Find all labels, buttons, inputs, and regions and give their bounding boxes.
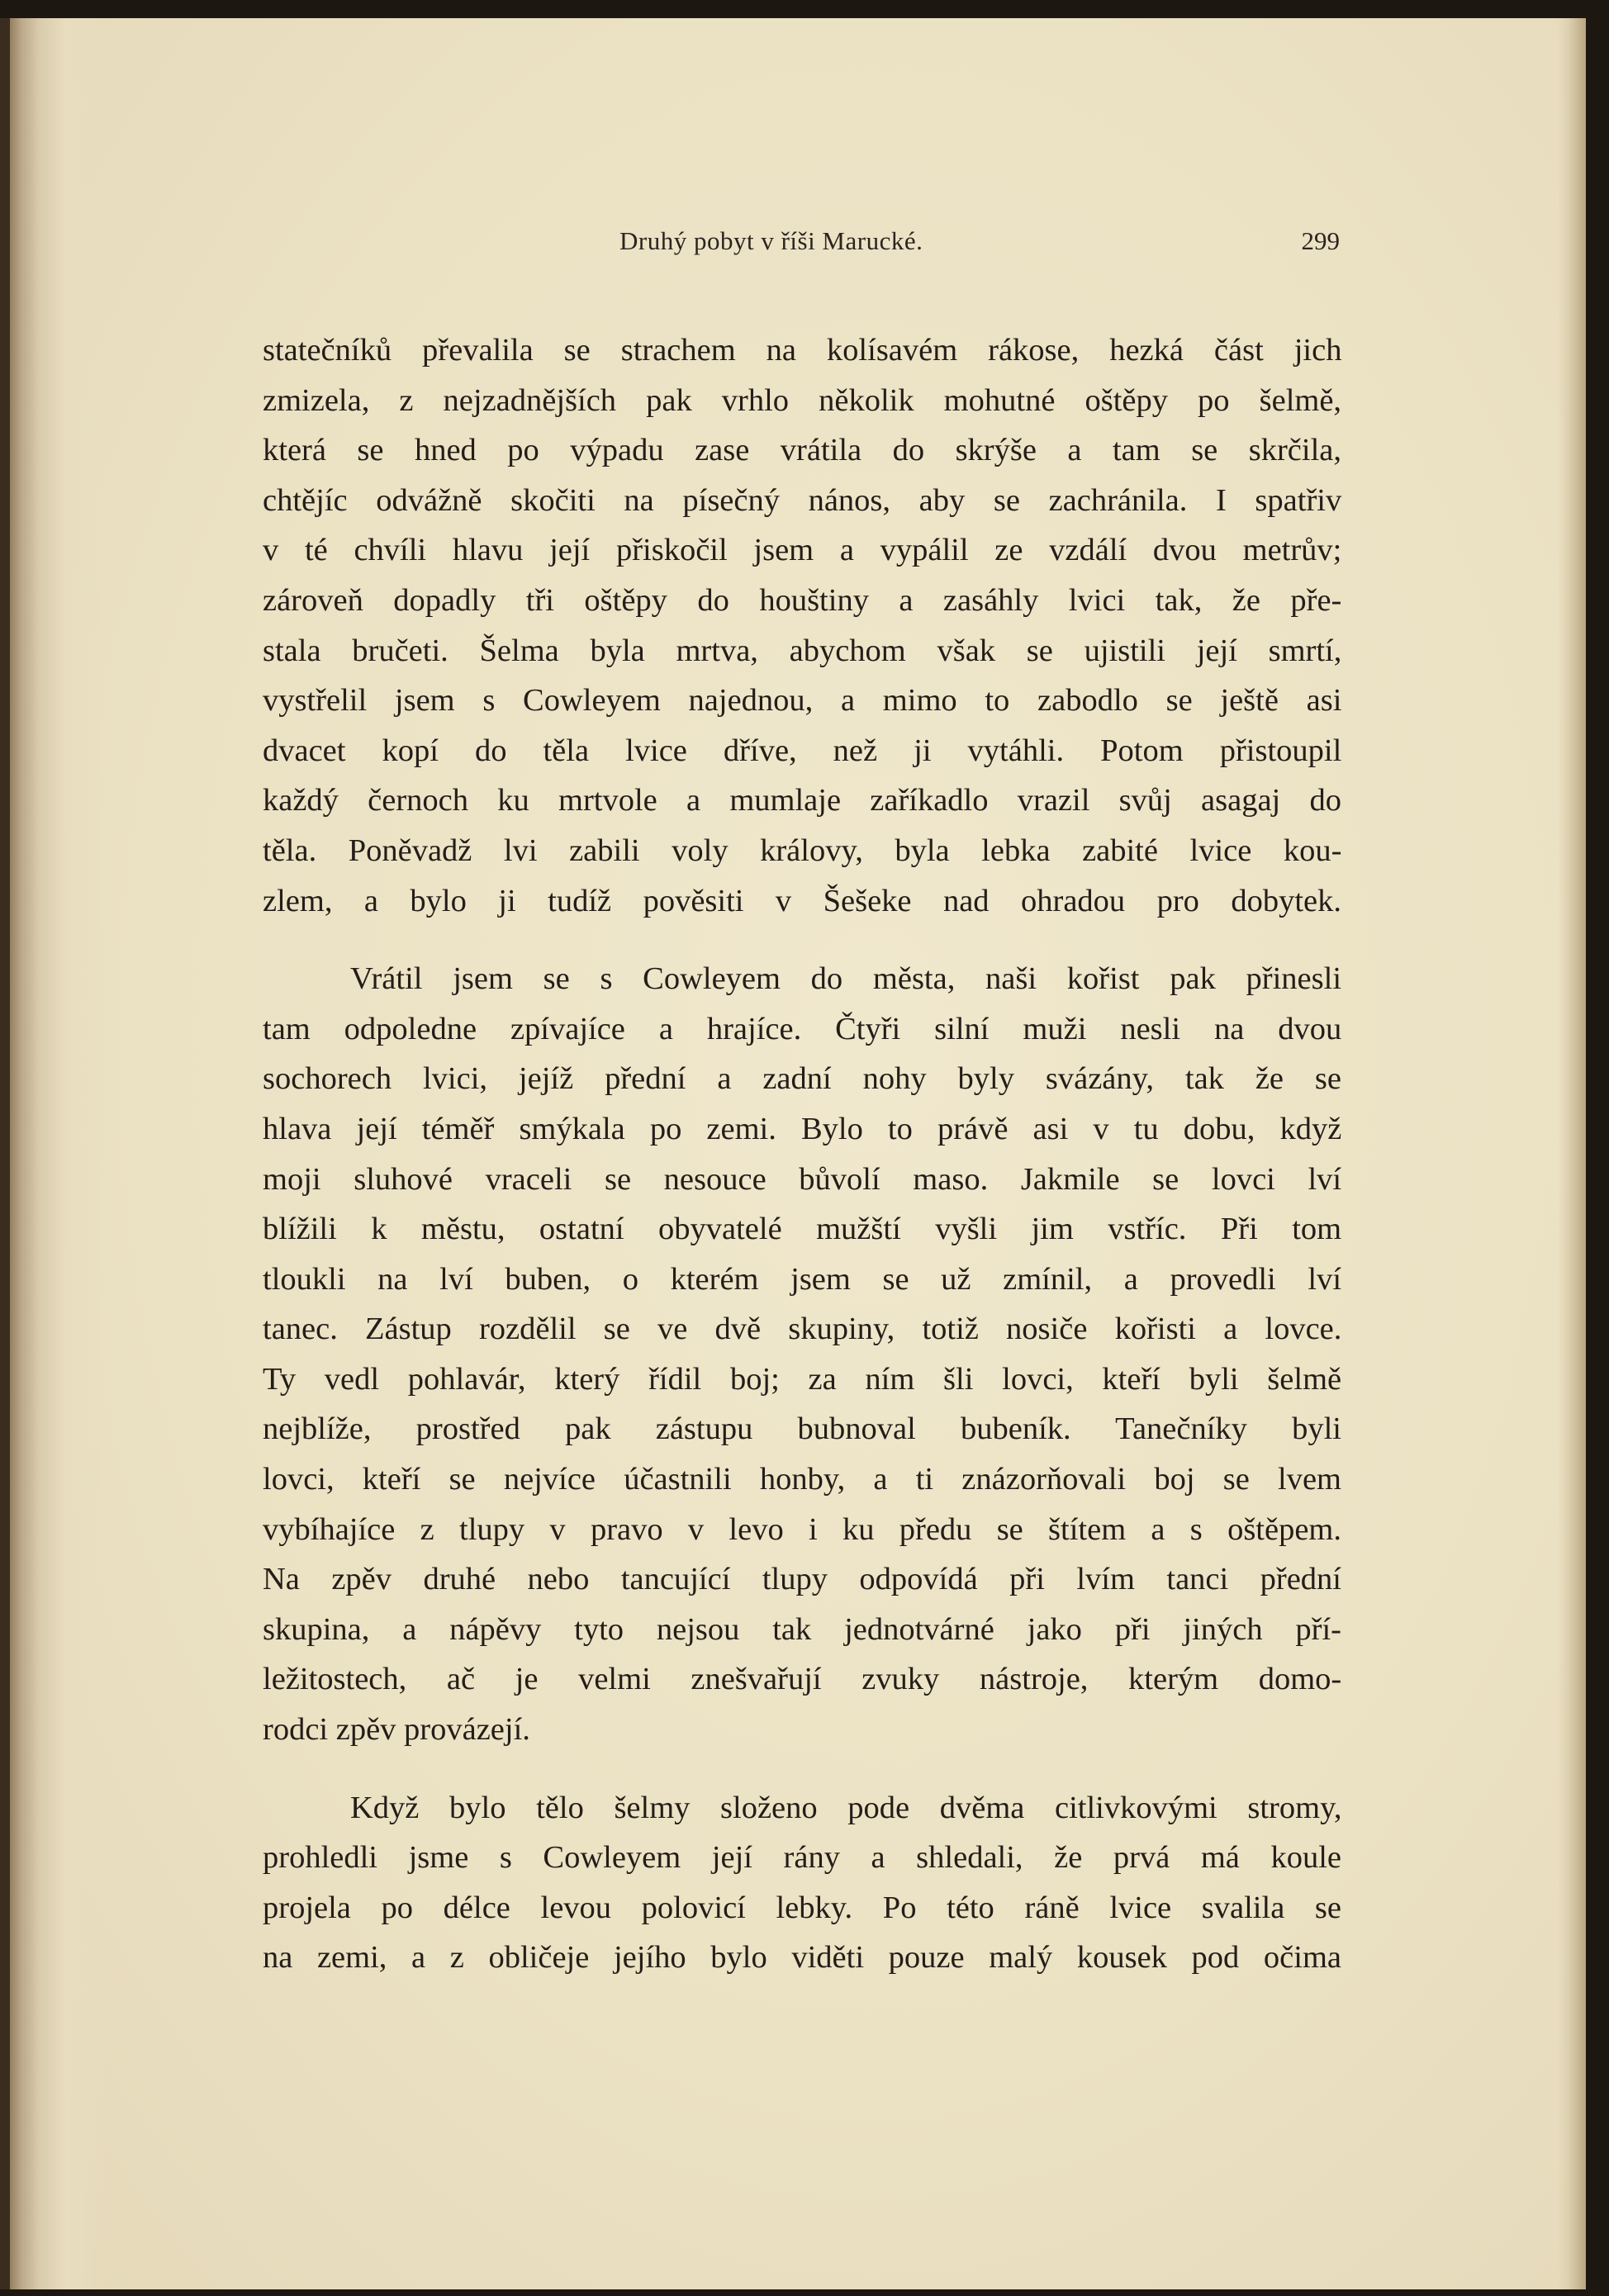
body-text <box>263 325 1341 1983</box>
text-line: statečníků převalila se strachem na kolísavém rákose, hezká část jich <box>263 333 1342 368</box>
text-line: chtějíc odvážně skočiti na písečný nános, aby se zachránila. I spatřiv <box>263 482 1342 518</box>
text-line: dvacet kopí do těla lvice dříve, než ji vytáhli. Potom přistoupil <box>263 733 1342 768</box>
text-line: která se hned po výpadu zase vrátila do skrýše a tam se skrčila, <box>263 433 1341 468</box>
paragraph <box>263 325 1341 926</box>
text-line: blížili k městu, ostatní obyvatelé mužští vyšli jim vstříc. Při tom <box>263 1212 1342 1247</box>
text-line: projela po délce levou polovicí lebky. Po této ráně lvice svalila se <box>263 1890 1341 1925</box>
text-line: rodci zpěv provázejí. <box>263 1712 530 1748</box>
text-line: Vrátil jsem se s Cowleyem do města, naši kořist pak přinesli <box>350 961 1342 997</box>
text-line: moji sluhové vraceli se nesouce bůvolí maso. Jakmile se lovci lví <box>263 1161 1342 1197</box>
text-line: zlem, a bylo ji tudíž pověsiti v Šešeke nad ohradou pro dobytek. <box>263 883 1342 918</box>
text-line: nejblíže, prostřed pak zástupu bubnoval bubeník. Tanečníky byli <box>263 1411 1341 1447</box>
text-line: vybíhajíce z tlupy v pravo v levo i ku předu se štítem a s oštěpem. <box>263 1511 1341 1547</box>
text-line: stala bručeti. Šelma byla mrtva, abychom však se ujistili její smrtí, <box>263 633 1342 668</box>
text-line: sochorech lvici, jejíž přední a zadní nohy byly svázány, tak že se <box>263 1061 1341 1097</box>
text-line: ležitostech, ač je velmi znešvařují zvuky nástroje, kterým domo- <box>263 1662 1342 1697</box>
text-line: tanec. Zástup rozdělil se ve dvě skupiny, totiž nosiče kořisti a lovce. <box>263 1312 1342 1347</box>
text-line: na zemi, a z obličeje jejího bylo viděti pouze malý kousek pod očima <box>263 1940 1341 1976</box>
text-line: Na zpěv druhé nebo tancující tlupy odpovídá při lvím tanci přední <box>263 1562 1341 1597</box>
text-line: tloukli na lví buben, o kterém jsem se už zmínil, a provedli lví <box>263 1261 1342 1297</box>
text-line: hlava její téměř smýkala po zemi. Bylo to právě asi v tu dobu, když <box>263 1111 1342 1146</box>
page-number: 299 <box>1301 226 1340 255</box>
text-line: zmizela, z nejzadnějších pak vrhlo několik mohutné oštěpy po šelmě, <box>263 382 1342 418</box>
paragraph <box>263 954 1341 1755</box>
running-title: Druhý pobyt v říši Marucké. <box>619 226 923 255</box>
page-header <box>264 226 1340 276</box>
text-line: každý černoch ku mrtvole a mumlaje zaříkadlo vrazil svůj asagaj do <box>263 783 1341 818</box>
text-line: v té chvíli hlavu její přiskočil jsem a vypálil ze vzdálí dvou metrův; <box>263 533 1342 568</box>
text-line: skupina, a nápěvy tyto nejsou tak jednotvárné jako při jiných pří- <box>263 1611 1341 1647</box>
paragraph <box>263 1783 1341 1983</box>
text-line: Když bylo tělo šelmy složeno pode dvěma citlivkovými stromy, <box>350 1790 1342 1825</box>
text-line: tam odpoledne zpívajíce a hrajíce. Čtyři silní muži nesli na dvou <box>263 1011 1342 1046</box>
text-line: prohledli jsme s Cowleyem její rány a shledali, že prvá má koule <box>263 1840 1341 1876</box>
text-line: zároveň dopadly tři oštěpy do houštiny a zasáhly lvici tak, že pře- <box>263 582 1342 618</box>
book-page <box>0 18 1586 2289</box>
page-edge <box>1558 18 1586 2289</box>
text-line: Ty vedl pohlavár, který řídil boj; za ním šli lovci, kteří byli šelmě <box>263 1361 1342 1397</box>
text-line: vystřelil jsem s Cowleyem najednou, a mimo to zabodlo se ještě asi <box>263 683 1342 719</box>
text-line: lovci, kteří se nejvíce účastnili honby, a ti znázorňovali boj se lvem <box>263 1462 1341 1497</box>
text-line: těla. Poněvadž lvi zabili voly královy, byla lebka zabité lvice kou- <box>263 833 1342 868</box>
binding-shadow <box>0 18 10 2289</box>
